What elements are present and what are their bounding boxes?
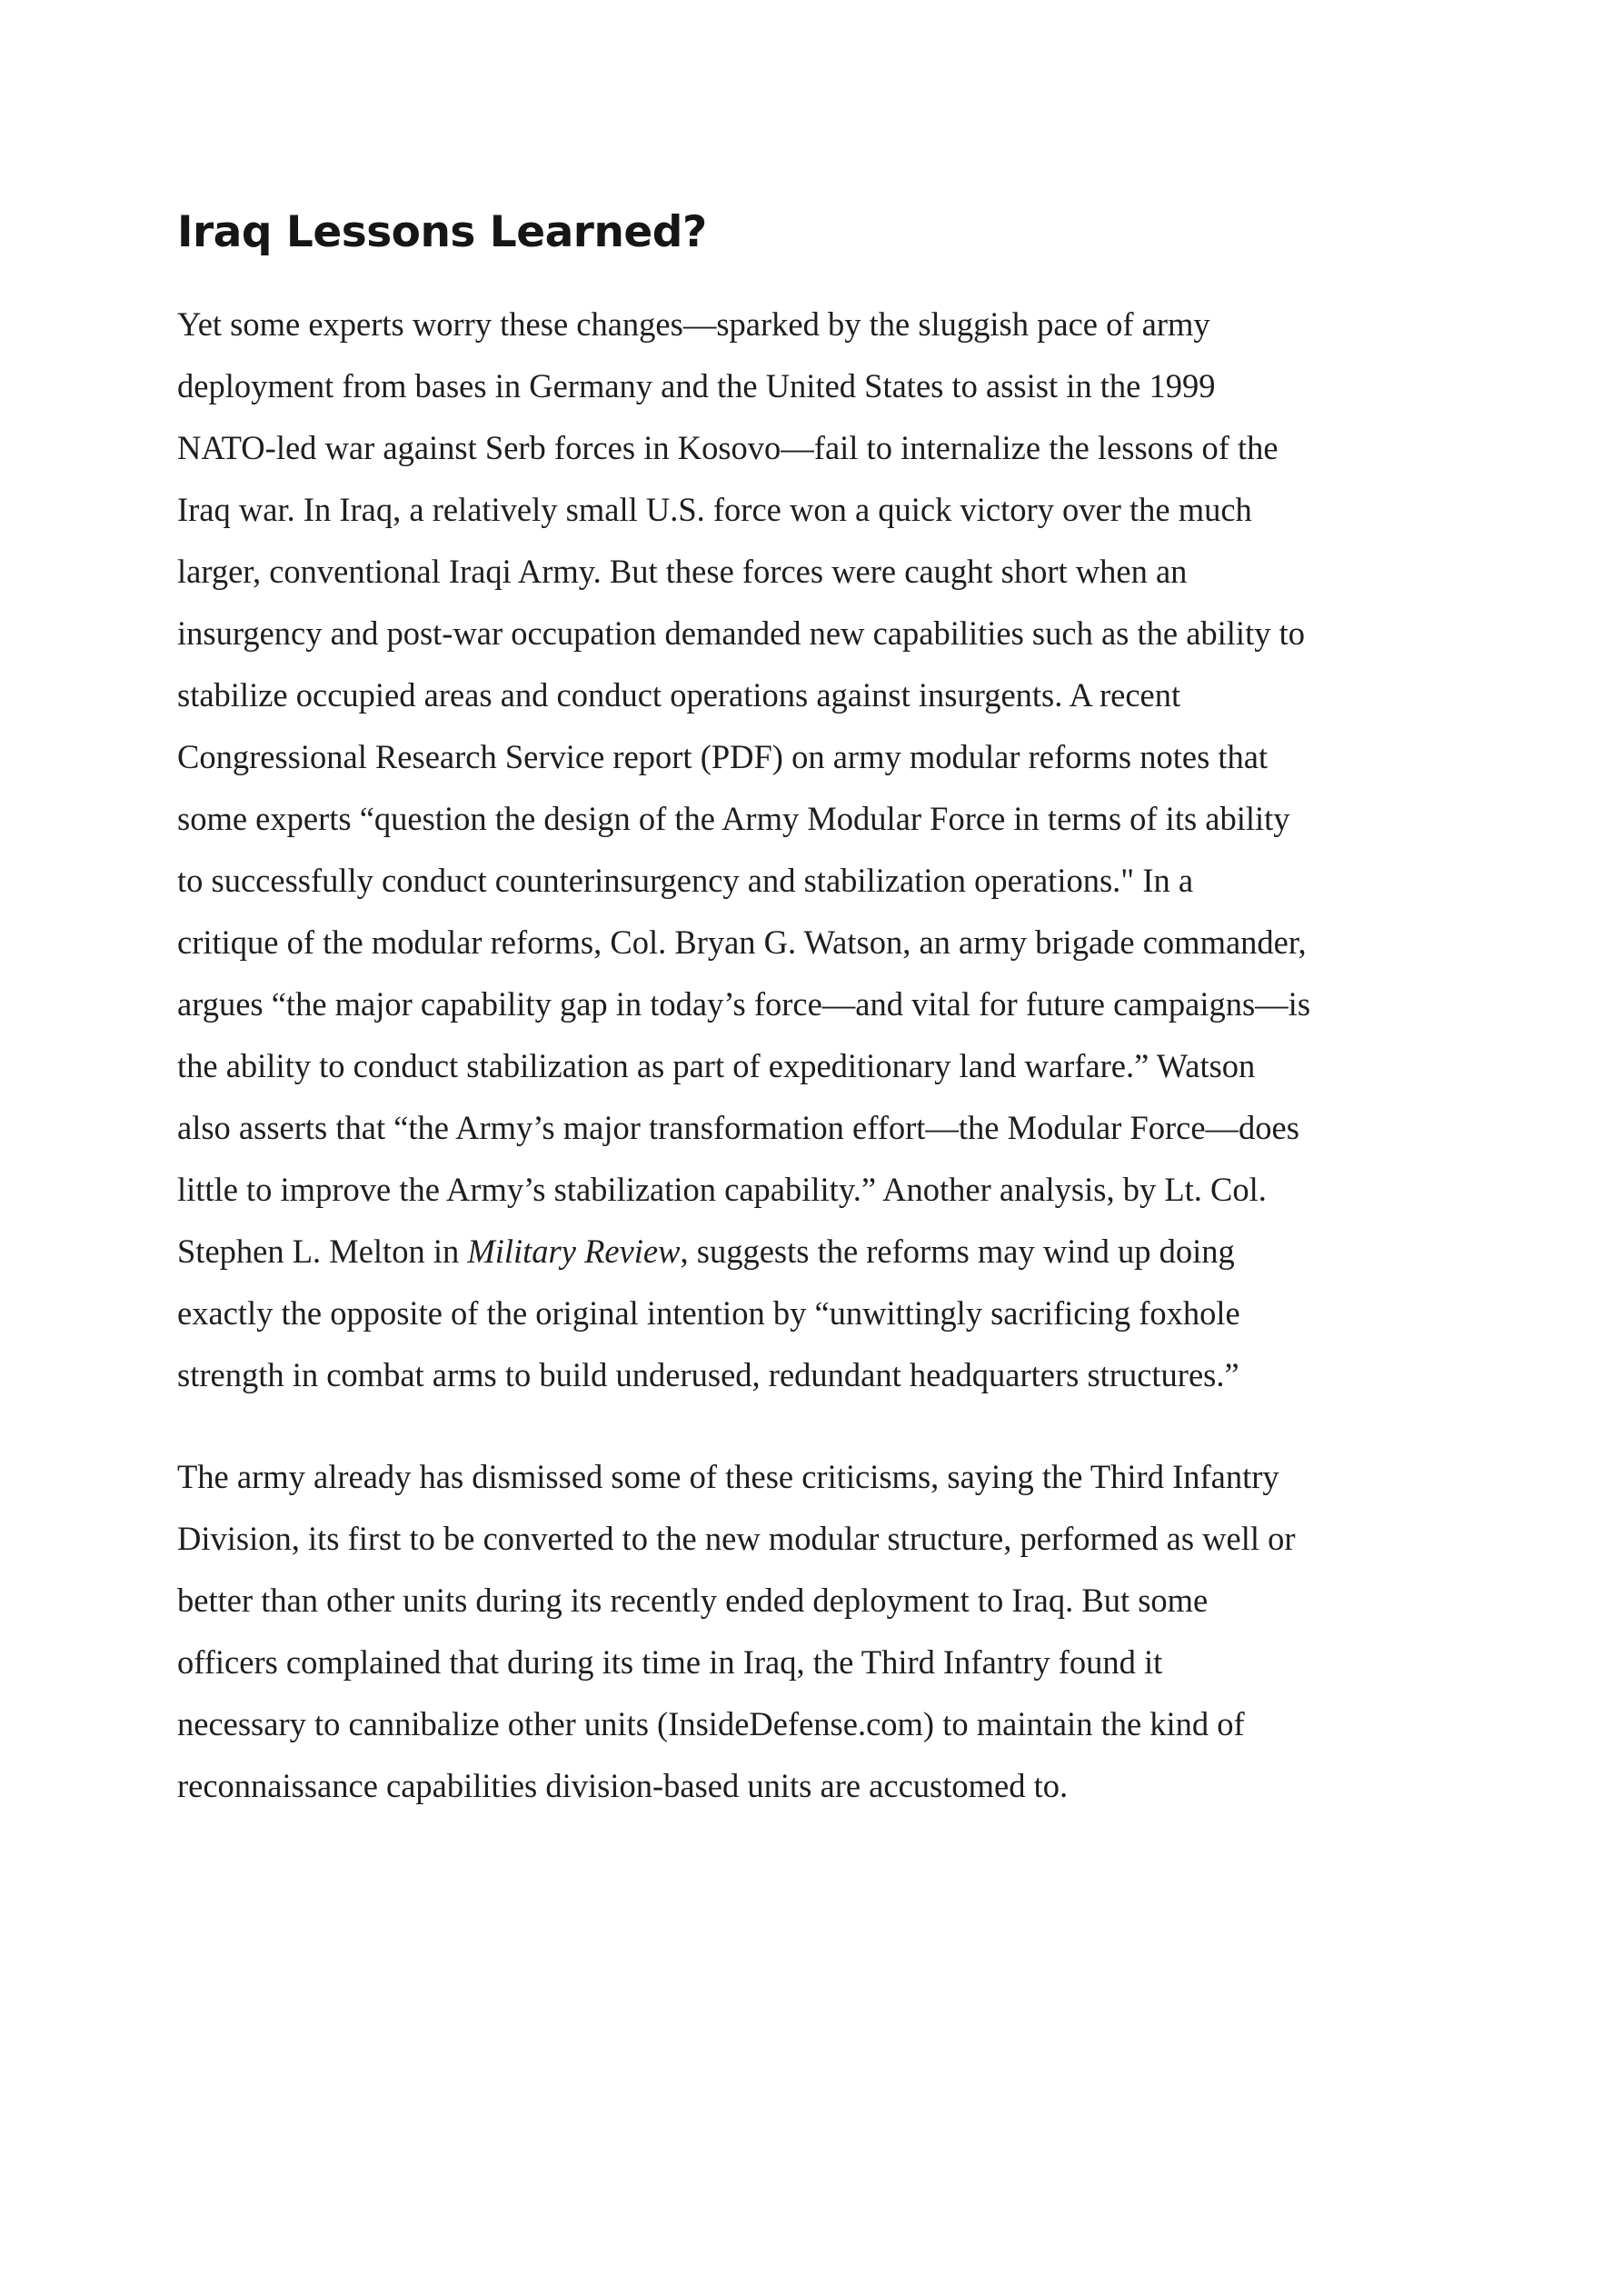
text-line: little to improve the Army’s stabilization capability.” Another analysis, by Lt. Col. — [177, 1171, 1267, 1208]
text-line — [177, 1221, 1468, 1283]
article-body — [177, 202, 1468, 1817]
text-line: critique of the modular reforms, Col. Bryan G. Watson, an army brigade commander, — [177, 923, 1307, 961]
text-line: officers complained that during its time in Iraq, the Third Infantry found it — [177, 1643, 1163, 1681]
text-line: Yet some experts worry these changes—sparked by the sluggish pace of army — [177, 305, 1210, 343]
text-segment: Stephen L. Melton in — [177, 1233, 468, 1270]
text-line: larger, conventional Iraqi Army. But these forces were caught short when an — [177, 553, 1188, 590]
text-line: deployment from bases in Germany and the United States to assist in the 1999 — [177, 367, 1216, 404]
text-line: to successfully conduct counterinsurgency and stabilization operations." In a — [177, 862, 1194, 899]
text-line: necessary to cannibalize other units (InsideDefense.com) to maintain the kind of — [177, 1705, 1245, 1742]
text-line: argues “the major capability gap in today’s force—and vital for future campaigns—is — [177, 985, 1311, 1023]
text-line: stabilize occupied areas and conduct operations against insurgents. A recent — [177, 676, 1181, 714]
text-line: strength in combat arms to build underused, redundant headquarters structures.” — [177, 1356, 1239, 1393]
text-line: some experts “question the design of the Army Modular Force in terms of its ability — [177, 800, 1290, 837]
paragraph-army-response — [177, 1446, 1468, 1817]
text-line: Division, its first to be converted to the new modular structure, performed as well or — [177, 1520, 1296, 1557]
text-line: NATO-led war against Serb forces in Kosovo—fail to internalize the lessons of the — [177, 429, 1279, 466]
text-line: reconnaissance capabilities division-based units are accustomed to. — [177, 1767, 1069, 1804]
text-line: also asserts that “the Army’s major transformation effort—the Modular Force—does — [177, 1109, 1299, 1146]
text-line: the ability to conduct stabilization as part of expeditionary land warfare.” Watson — [177, 1047, 1256, 1084]
article-heading: Iraq Lessons Learned? — [177, 207, 707, 257]
text-segment: , suggests the reforms may wind up doing — [680, 1233, 1235, 1270]
text-line: exactly the opposite of the original intention by “unwittingly sacrificing foxhole — [177, 1294, 1240, 1332]
paragraph-experts-critique — [177, 294, 1468, 1406]
text-line: The army already has dismissed some of these criticisms, saying the Third Infantry — [177, 1458, 1279, 1495]
text-line: Iraq war. In Iraq, a relatively small U.S. force won a quick victory over the much — [177, 491, 1252, 528]
text-line: better than other units during its recently ended deployment to Iraq. But some — [177, 1582, 1209, 1619]
text-line: insurgency and post-war occupation demanded new capabilities such as the ability to — [177, 614, 1305, 652]
text-line: Congressional Research Service report (PDF) on army modular reforms notes that — [177, 738, 1269, 775]
publication-title: Military Review — [467, 1233, 681, 1270]
